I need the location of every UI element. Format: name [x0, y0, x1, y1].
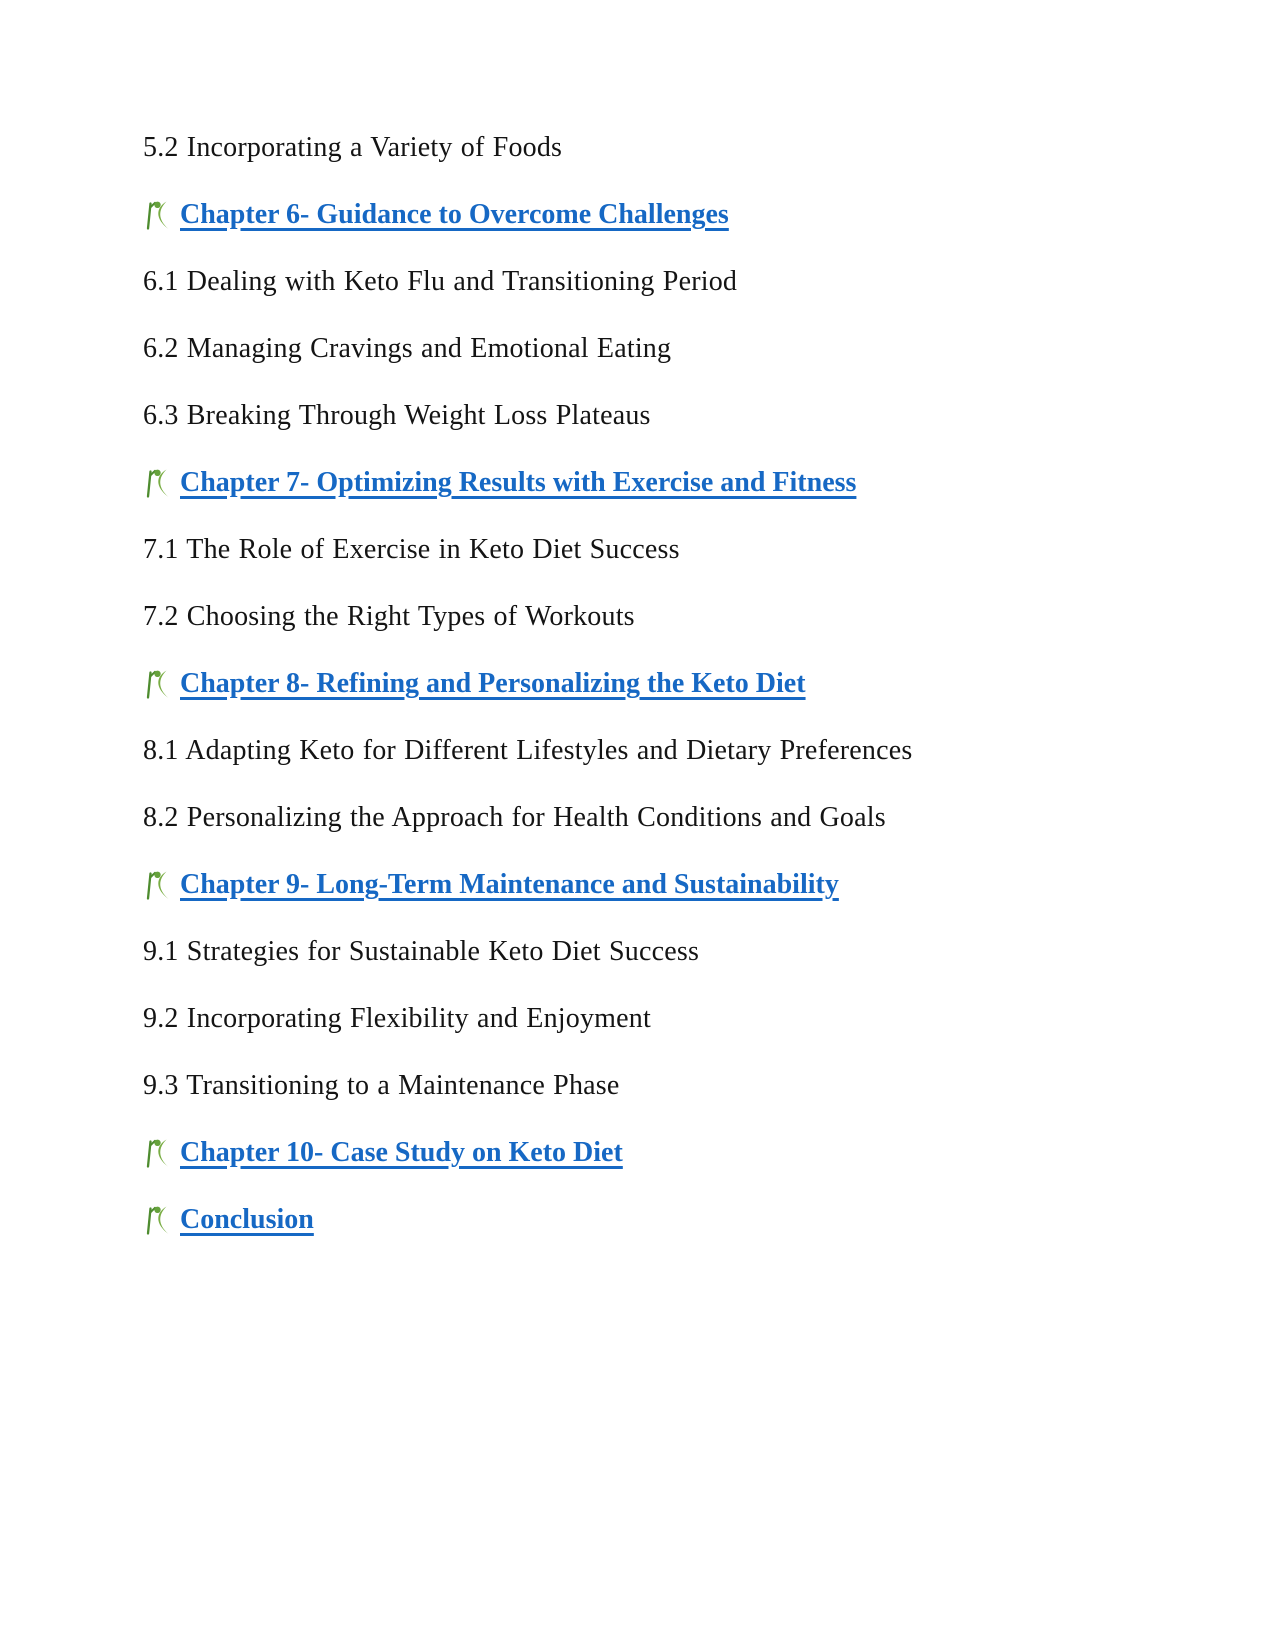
leaping-person-icon: [143, 466, 171, 500]
leaping-person-icon: [143, 198, 171, 232]
toc-chapter-row: [143, 1203, 1215, 1237]
toc-list: [143, 131, 1215, 1270]
toc-sub-item: 6.1 Dealing with Keto Flu and Transitioning Period: [143, 266, 738, 297]
toc-sub-item: 6.3 Breaking Through Weight Loss Plateaus: [143, 400, 651, 431]
toc-sub-item: 8.2 Personalizing the Approach for Health Conditions and Goals: [143, 802, 886, 833]
toc-sub-item: 7.1 The Role of Exercise in Keto Diet Success: [143, 534, 680, 565]
toc-chapter-link[interactable]: Chapter 6- Guidance to Overcome Challenges: [180, 199, 729, 230]
toc-chapter-row: [143, 466, 1215, 500]
leaping-person-icon: [143, 1136, 171, 1170]
toc-chapter-link[interactable]: Conclusion: [180, 1204, 314, 1235]
toc-sub-item: 8.1 Adapting Keto for Different Lifestyles and Dietary Preferences: [143, 735, 913, 766]
toc-chapter-row: [143, 868, 1215, 902]
leaping-person-icon: [143, 667, 171, 701]
toc-sub-item: 5.2 Incorporating a Variety of Foods: [143, 132, 563, 163]
toc-chapter-link[interactable]: Chapter 7- Optimizing Results with Exercise and Fitness: [180, 467, 857, 498]
toc-sub-item: 9.1 Strategies for Sustainable Keto Diet Success: [143, 936, 700, 967]
toc-chapter-link[interactable]: Chapter 8- Refining and Personalizing the Keto Diet: [180, 668, 806, 699]
toc-chapter-row: [143, 1136, 1215, 1170]
leaping-person-icon: [143, 1203, 171, 1237]
toc-sub-item: 6.2 Managing Cravings and Emotional Eating: [143, 333, 672, 364]
leaping-person-icon: [143, 868, 171, 902]
toc-chapter-link[interactable]: Chapter 10- Case Study on Keto Diet: [180, 1137, 623, 1168]
toc-sub-item: 9.2 Incorporating Flexibility and Enjoyment: [143, 1003, 651, 1034]
toc-sub-item: 9.3 Transitioning to a Maintenance Phase: [143, 1070, 620, 1101]
toc-chapter-link[interactable]: Chapter 9- Long-Term Maintenance and Sustainability: [180, 869, 839, 900]
toc-chapter-row: [143, 667, 1215, 701]
toc-chapter-row: [143, 198, 1215, 232]
toc-sub-item: 7.2 Choosing the Right Types of Workouts: [143, 601, 635, 632]
